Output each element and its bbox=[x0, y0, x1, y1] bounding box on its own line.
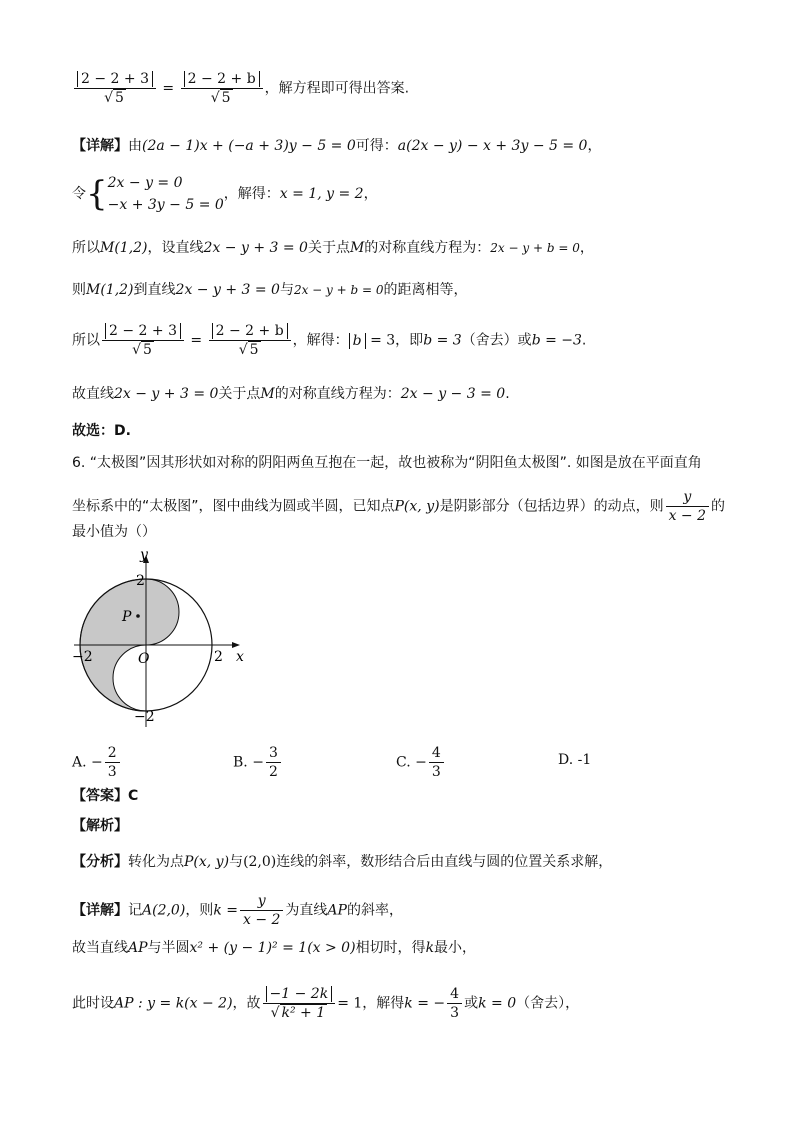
fraction-y-over-x-minus-2: $\frac{y}{x - 2}$ bbox=[666, 488, 709, 525]
tangent-line: 故当直线AP与半圆x² + (y − 1)² = 1(x > 0)相切时，得k最小， bbox=[72, 940, 477, 956]
answer-tag: 【答案】 bbox=[72, 788, 128, 804]
line-conclusion: 故直线2x − y + 3 = 0关于点M的对称直线方程为：2x − y − 3 = 0. bbox=[72, 386, 510, 402]
label-right-2: 2 bbox=[214, 649, 223, 665]
fraction-left: $\frac{2 - 2 + 3}{√ 5}$ bbox=[102, 322, 184, 359]
label-x: x bbox=[236, 649, 244, 665]
option-b[interactable]: B. − $\frac{3}{2}$ bbox=[233, 744, 283, 781]
label-top-2: 2 bbox=[136, 573, 145, 589]
fraction-right: $\frac{2 - 2 + b}{√ 5}$ bbox=[181, 70, 263, 107]
answer-line: 【答案】C bbox=[72, 788, 139, 804]
label-y: y bbox=[140, 547, 148, 563]
question-6-line-2: 坐标系中的“太极图”，图中曲线为圆或半圆，已知点P(x, y)是阴影部分（包括边界）的动点，则 $\frac{y}{x - 2}$ 的 bbox=[72, 489, 726, 524]
system-equations-line: 令{ 2x − y = 0 −x + 3y − 5 = 0 ，解得：x = 1, y = 2， bbox=[72, 174, 378, 214]
question-6-line-1: 6. “太极图”因其形状如对称的阴阳两鱼互抱在一起，故也被称为“阴阳鱼太极图”. 如图是放在平面直角 bbox=[72, 455, 702, 471]
label-bottom-minus-2: −2 bbox=[134, 709, 155, 725]
fraction-right: $\frac{2 - 2 + b}{√ 5}$ bbox=[209, 322, 291, 359]
fenxi-line: 【分析】转化为点P(x, y)与(2,0)连线的斜率，数形结合后由直线与圆的位置关系求解， bbox=[72, 854, 613, 870]
line-solve-b: 所以 $\frac{2 - 2 + 3}{√ 5}$ = $\frac{2 - 2 + b}{√ 5}$ ，解得： b = 3，即b = 3（舍去）或b = −3. bbox=[72, 323, 587, 358]
label-left-minus-2: −2 bbox=[72, 649, 93, 665]
line-fraction-equation: $\frac{2 - 2 + 3}{√ 5}$ = $\frac{2 - 2 + b}{√ 5}$ ，解方程即可得出答案. bbox=[72, 70, 409, 107]
option-c[interactable]: C. − $\frac{4}{3}$ bbox=[396, 744, 446, 781]
line-so-M: 所以M(1,2)，设直线2x − y + 3 = 0关于点M的对称直线方程为：2x − y + b = 0， bbox=[72, 240, 594, 256]
x-axis-arrow-icon bbox=[232, 642, 240, 648]
label-origin: O bbox=[138, 651, 150, 667]
taiji-figure bbox=[70, 545, 250, 735]
detail-line-1: 【详解】由(2a − 1)x + (−a + 3)y − 5 = 0可得：a(2x − y) − x + 3y − 5 = 0， bbox=[72, 138, 602, 154]
detail-tag: 【详解】 bbox=[72, 138, 128, 154]
brace-icon: { bbox=[86, 174, 108, 214]
point-p-marker bbox=[136, 614, 140, 618]
fraction-left: $\frac{2 - 2 + 3}{√ 5}$ bbox=[74, 70, 156, 107]
option-d[interactable]: D. -1 bbox=[558, 752, 592, 768]
last-line: 此时设AP : y = k(x − 2)，故 $\frac{-1 - 2k}{\text{√ k² + 1}}$ = 1，解得k = − $\frac{4}{3}$ 或k = 0（舍去）， bbox=[72, 986, 580, 1021]
question-6-line-3: 最小值为（） bbox=[72, 524, 156, 540]
line-distance-equal: 则M(1,2)到直线2x − y + 3 = 0与2x − y + b = 0的距离相等， bbox=[72, 282, 468, 298]
analysis-tag: 【解析】 bbox=[72, 818, 128, 834]
label-p: P bbox=[122, 609, 132, 625]
detail-line-2: 【详解】记A(2,0)，则k = $\frac{y}{x - 2}$ 为直线AP的斜率， bbox=[72, 893, 403, 928]
choose-answer-line: 故选：D. bbox=[72, 423, 131, 439]
option-a[interactable]: A. − $\frac{2}{3}$ bbox=[72, 744, 122, 781]
